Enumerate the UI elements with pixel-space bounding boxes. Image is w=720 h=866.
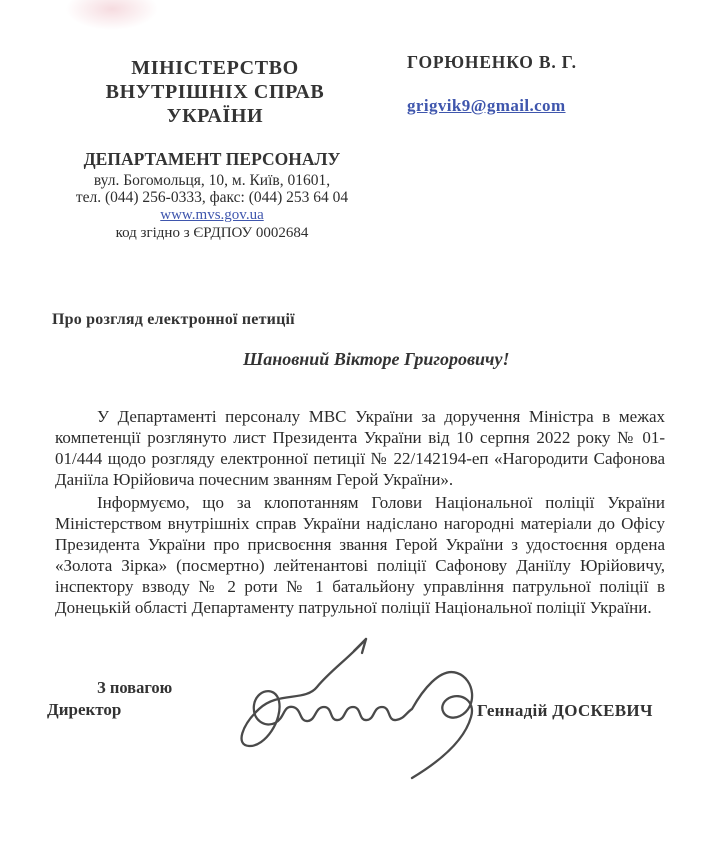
ministry-name-line3: УКРАЇНИ — [166, 105, 264, 127]
ministry-name-line2: ВНУТРІШНІХ СПРАВ — [105, 81, 325, 103]
department-letterhead-block — [32, 149, 392, 242]
signer-position: Директор — [47, 700, 122, 719]
addressee-block — [407, 52, 687, 116]
department-name: ДЕПАРТАМЕНТ ПЕРСОНАЛУ — [83, 149, 341, 169]
letter-subject: Про розгляд електронної петиції — [52, 311, 295, 328]
addressee-name: ГОРЮНЕНКО В. Г. — [407, 52, 577, 72]
body-paragraph-1: У Департаменті персоналу МВС України за доручення Міністра в межах компетенції розглянуто лист Президента України від 10 серпня 2022 року № 01-01/444 щодо розгляду електронної петиції № 22/142194-еп «Нагородити Сафонова Даніїла Юрійовича почесним званням Герой України». — [55, 407, 665, 489]
website-row — [32, 207, 392, 224]
department-address: вул. Богомольця, 10, м. Київ, 01601, — [93, 172, 331, 189]
ministry-name-block — [65, 56, 365, 128]
letter-body — [55, 406, 665, 618]
signature-stroke — [242, 639, 473, 778]
body-paragraph-2: Інформуємо, що за клопотанням Голови Національної поліції України Міністерством внутрішніх справ України надіслано нагородні матеріали до Офісу Президента України про присвоєння звання Герой України з удостоєння ордена «Золота Зірка» (посмертно) лейтенантові поліції Сафонову Даніїлу Юрійовичу, інспектору взводу № 2 роти № 1 батальйону управління патрульної поліції в Донецькій області Департаменту патрульної поліції Національної поліції України. — [55, 493, 665, 617]
signer-name: Геннадій ДОСКЕВИЧ — [477, 701, 653, 720]
ministry-name-line1: МІНІСТЕРСТВО — [131, 57, 299, 79]
scan-artifact-smudge — [66, 0, 158, 30]
addressee-email-link[interactable]: grigvik9@gmail.com — [407, 96, 566, 115]
handwritten-signature — [228, 632, 512, 782]
website-link[interactable]: www.mvs.gov.ua — [160, 207, 264, 223]
salutation: Шановний Вікторе Григоровичу! — [243, 349, 510, 369]
closing-phrase: З повагою — [97, 678, 173, 697]
registry-code: код згідно з ЄРДПОУ 0002684 — [115, 225, 309, 241]
department-phone-fax: тел. (044) 256-0333, факс: (044) 253 64 04 — [75, 189, 349, 206]
